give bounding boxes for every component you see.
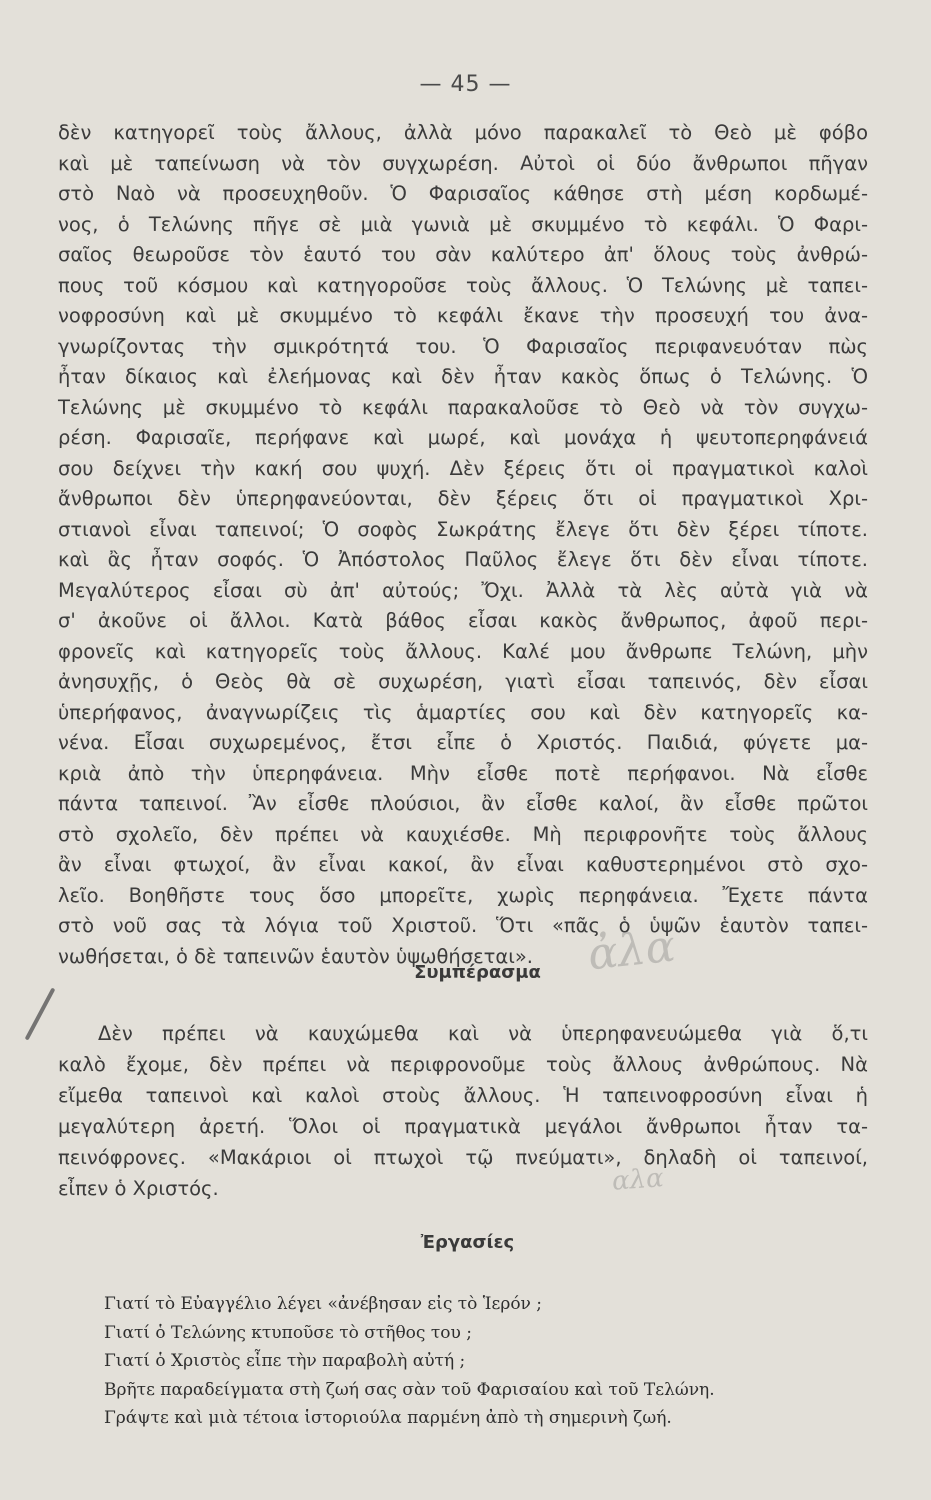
text-line: μεγαλύτερη ἀρετή. Ὅλοι οἱ πραγματικὰ μεγάλοι ἄνθρωποι ἦταν τα- <box>58 1115 868 1138</box>
pencil-annotation: αλα <box>611 1163 665 1197</box>
text-line: εἶπεν ὁ Χριστός. <box>58 1177 219 1200</box>
text-line: σαῖος θεωροῦσε τὸν ἑαυτό του σὰν καλύτερο ἀπ' ὅλους τοὺς ἀνθρώ- <box>58 243 868 266</box>
exercises-heading: Ἐργασίες <box>420 1232 515 1253</box>
conclusion-paragraph <box>58 1018 868 1204</box>
text-line: εἴμεθα ταπεινοὶ καὶ καλοὶ στοὺς ἄλλους. Ἡ ταπεινοφροσύνη εἶναι ἡ <box>58 1084 868 1107</box>
exercise-item: Βρῆτε παραδείγματα στὴ ζωή σας σὰν τοῦ Φαρισαίου καὶ τοῦ Τελώνη. <box>104 1379 715 1400</box>
text-line: σ' ἀκοῦνε οἱ ἄλλοι. Κατὰ βάθος εἶσαι κακὸς ἄνθρωπος, ἀφοῦ περι- <box>58 609 868 632</box>
text-line: ἄνθρωποι δὲν ὑπερηφανεύονται, δὲν ξέρεις ὅτι οἱ πραγματικοὶ Χρι- <box>58 487 868 510</box>
text-line: ἂν εἶναι φτωχοί, ἂν εἶναι κακοί, ἂν εἶναι καθυστερημένοι στὸ σχο- <box>58 853 868 876</box>
pencil-stroke <box>25 987 56 1040</box>
text-line: νος, ὁ Τελώνης πῆγε σὲ μιὰ γωνιὰ μὲ σκυμμένο τὸ κεφάλι. Ὁ Φαρι- <box>58 212 868 236</box>
text-line: στὸ σχολεῖο, δὲν πρέπει νὰ καυχιέσθε. Μὴ περιφρονῆτε τοὺς ἄλλους <box>58 822 868 846</box>
text-line: ἀνησυχῇς, ὁ Θεὸς θὰ σὲ συχωρέση, γιατὶ εἶσαι ταπεινός, δὲν εἶσαι <box>58 670 868 693</box>
text-line: φρονεῖς καὶ κατηγορεῖς τοὺς ἄλλους. Καλέ μου ἄνθρωπε Τελώνη, μὴν <box>58 639 868 663</box>
text-line: Τελώνης μὲ σκυμμένο τὸ κεφάλι παρακαλοῦσε τὸ Θεὸ νὰ τὸν συγχω- <box>58 395 868 419</box>
text-line: ὑπερήφανος, ἀναγνωρίζεις τὶς ἁμαρτίες σου καὶ δὲν κατηγορεῖς κα- <box>58 700 868 724</box>
text-line: νωθήσεται, ὁ δὲ ταπεινῶν ἑαυτὸν ὑψωθήσεται». <box>58 944 534 968</box>
text-line: καὶ ἂς ἦταν σοφός. Ὁ Ἀπόστολος Παῦλος ἔλεγε ὅτι δὲν εἶναι τίποτε. <box>58 548 868 571</box>
text-line: σου δείχνει τὴν κακή σου ψυχή. Δὲν ξέρεις ὅτι οἱ πραγματικοὶ καλοὶ <box>58 456 868 480</box>
text-line: καὶ μὲ ταπείνωση νὰ τὸν συγχωρέση. Αὐτοὶ οἱ δύο ἄνθρωποι πῆγαν <box>58 151 868 175</box>
text-line: στὸ νοῦ σας τὰ λόγια τοῦ Χριστοῦ. Ὅτι «πᾶς ὁ ὑψῶν ἑαυτὸν ταπει- <box>58 914 868 937</box>
text-line: νοφροσύνη καὶ μὲ σκυμμένο τὸ κεφάλι ἔκανε τὴν προσευχή του ἀνα- <box>58 304 868 327</box>
page-number: — 45 — <box>419 72 512 97</box>
pencil-annotation: ἀλα <box>585 920 678 981</box>
text-line: στὸ Ναὸ νὰ προσευχηθοῦν. Ὁ Φαρισαῖος κάθησε στὴ μέση κορδωμέ- <box>58 182 868 205</box>
text-line: νένα. Εἶσαι συχωρεμένος, ἔτσι εἶπε ὁ Χριστός. Παιδιά, φύγετε μα- <box>58 731 868 754</box>
text-line: πους τοῦ κόσμου καὶ κατηγοροῦσε τοὺς ἄλλους. Ὁ Τελώνης μὲ ταπει- <box>58 273 868 297</box>
exercise-item: Γράψτε καὶ μιὰ τέτοια ἱστοριούλα παρμένη ἀπὸ τὴ σημερινὴ ζωή. <box>104 1408 672 1428</box>
text-line: πάντα ταπεινοί. Ἂν εἶσθε πλούσιοι, ἂν εἶσθε καλοί, ἂν εἶσθε πρῶτοι <box>58 792 868 815</box>
text-line: ἦταν δίκαιος καὶ ἐλεήμονας καὶ δὲν ἦταν κακὸς ὅπως ὁ Τελώνης. Ὁ <box>58 365 868 388</box>
body-paragraph <box>58 118 868 972</box>
text-line: δὲν κατηγορεῖ τοὺς ἄλλους, ἀλλὰ μόνο παρακαλεῖ τὸ Θεὸ μὲ φόβο <box>58 121 868 144</box>
text-line: Δὲν πρέπει νὰ καυχώμεθα καὶ νὰ ὑπερηφανευώμεθα γιὰ ὅ,τι <box>98 1022 868 1045</box>
exercise-item: Γιατί ὁ Τελώνης κτυποῦσε τὸ στῆθος του ; <box>104 1322 472 1343</box>
conclusion-heading: Συμπέρασμα <box>414 962 541 983</box>
text-line: στιανοὶ εἶναι ταπεινοί; Ὁ σοφὸς Σωκράτης ἔλεγε ὅτι δὲν ξέρει τίποτε. <box>58 517 868 541</box>
text-line: καλὸ ἔχομε, δὲν πρέπει νὰ περιφρονοῦμε τοὺς ἄλλους ἀνθρώπους. Νὰ <box>58 1053 868 1076</box>
text-line: λεῖο. Βοηθῆστε τους ὅσο μπορεῖτε, χωρὶς περηφάνεια. Ἔχετε πάντα <box>58 883 868 907</box>
text-line: πεινόφρονες. «Μακάριοι οἱ πτωχοὶ τῷ πνεύματι», δηλαδὴ οἱ ταπεινοί, <box>58 1146 868 1169</box>
text-line: ρέση. Φαρισαῖε, περήφανε καὶ μωρέ, καὶ μονάχα ἡ ψευτοπερηφάνειά <box>58 426 868 449</box>
exercise-item: Γιατί τὸ Εὐαγγέλιο λέγει «ἀνέβησαν εἰς τὸ Ἱερόν ; <box>104 1294 543 1314</box>
text-line: κριὰ ἀπὸ τὴν ὑπερηφάνεια. Μὴν εἶσθε ποτὲ περήφανοι. Νὰ εἶσθε <box>58 761 868 785</box>
text-line: γνωρίζοντας τὴν σμικρότητά του. Ὁ Φαρισαῖος περιφανευόταν πὼς <box>58 334 868 358</box>
text-line: Μεγαλύτερος εἶσαι σὺ ἀπ' αὐτούς; Ὄχι. Ἀλλὰ τὰ λὲς αὐτὰ γιὰ νὰ <box>58 578 868 602</box>
exercises-list <box>104 1290 884 1433</box>
exercise-item: Γιατί ὁ Χριστὸς εἶπε τὴν παραβολὴ αὐτή ; <box>104 1351 466 1371</box>
